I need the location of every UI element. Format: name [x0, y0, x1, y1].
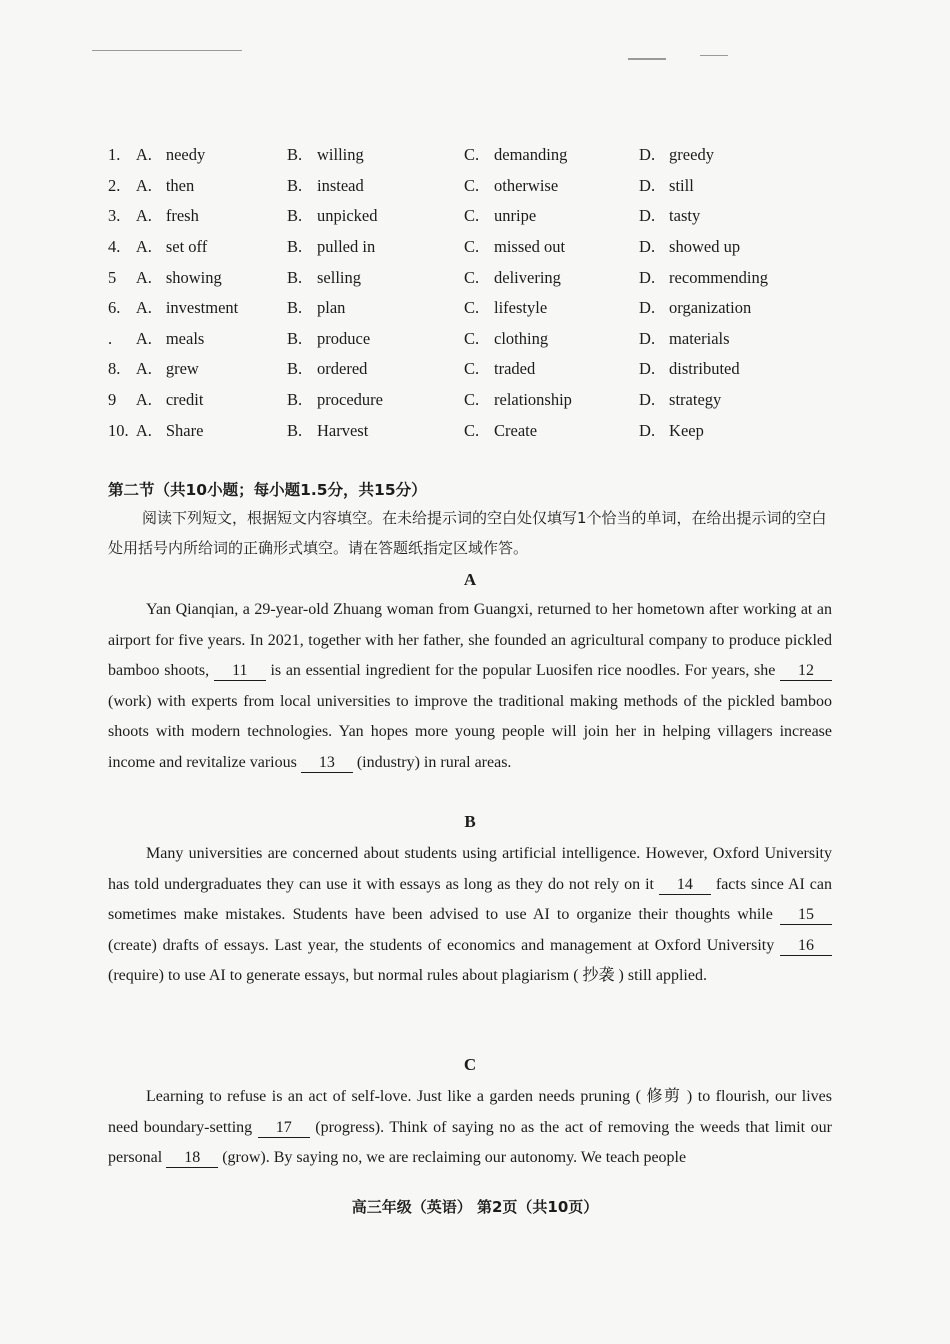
- option-letter: C.: [464, 298, 480, 318]
- option-c: [464, 359, 639, 379]
- question-number: 3.: [108, 206, 121, 226]
- option-word: instead: [317, 175, 364, 195]
- option-b: [287, 359, 464, 379]
- option-row: [108, 262, 828, 293]
- option-word: plan: [317, 298, 346, 318]
- option-row: [108, 293, 828, 324]
- passage-text: is an essential ingredient for the popular Luosifen rice noodles. For years, she: [265, 662, 780, 679]
- option-a: [136, 359, 287, 379]
- option-row: [108, 232, 828, 263]
- blank-11: 11: [214, 662, 266, 681]
- option-word: credit: [165, 390, 204, 410]
- option-c: [464, 421, 639, 441]
- option-word: delivering: [494, 267, 561, 287]
- option-letter: A.: [135, 206, 152, 226]
- option-letter: D.: [639, 328, 656, 348]
- question-number: 4.: [108, 237, 121, 257]
- option-letter: A.: [135, 145, 152, 165]
- question-number: 1.: [108, 145, 121, 165]
- option-word: investment: [165, 298, 239, 318]
- passage-text: (work) with experts from local universities to improve the traditional making methods of the pickled bamboo shoots with modern technologies. Yan hopes more young people will join her in helping villagers increase income and revitalize various: [108, 692, 832, 771]
- option-d: [639, 145, 828, 165]
- option-word: traded: [494, 359, 536, 379]
- option-c: [464, 237, 639, 257]
- answer-options-table: [108, 140, 828, 446]
- option-word: procedure: [317, 390, 383, 410]
- question-number: 2.: [108, 175, 121, 195]
- option-letter: B.: [287, 175, 303, 195]
- option-word: selling: [317, 267, 361, 287]
- option-word: set off: [165, 237, 208, 257]
- option-word: demanding: [494, 145, 568, 165]
- option-letter: C.: [464, 237, 480, 257]
- page-footer: 高三年级（英语） 第2页（共10页）: [351, 1198, 599, 1216]
- option-letter: A.: [135, 359, 152, 379]
- passage-text: Many universities are concerned about students using artificial intelligence. However, Oxford University has told undergraduates they can use it with essays as long as they do not rely on it: [108, 845, 832, 893]
- option-b: [287, 176, 464, 196]
- option-word: clothing: [494, 328, 549, 348]
- option-a: [136, 237, 287, 257]
- passage-b-text: [108, 839, 832, 992]
- option-word: distributed: [669, 359, 740, 379]
- option-letter: D.: [639, 298, 656, 318]
- option-b: [287, 268, 464, 288]
- scan-mark: [700, 55, 728, 56]
- option-d: [639, 421, 828, 441]
- option-row: [108, 415, 828, 446]
- passage-text: (progress). Think of saying no as the act of removing the weeds that limit our personal: [108, 1118, 833, 1166]
- section-instructions: 阅读下列短文，根据短文内容填空。在未给提示词的空白处仅填写1个恰当的单词，在给出提示词的空白处用括号内所给词的正确形式填空。请在答题纸指定区域作答。: [108, 509, 827, 557]
- option-word: materials: [669, 328, 730, 348]
- option-b: [287, 206, 464, 226]
- option-c: [464, 390, 639, 410]
- option-c: [464, 176, 639, 196]
- option-word: strategy: [669, 390, 722, 410]
- option-word: still: [669, 175, 694, 195]
- option-a: [136, 145, 287, 165]
- option-word: produce: [317, 328, 371, 348]
- option-letter: B.: [287, 328, 303, 348]
- blank-12: 12: [780, 662, 832, 681]
- passage-text: Yan Qianqian, a 29-year-old Zhuang woman from Guangxi, returned to her hometown after working at an airport for five years. In 2021, together with her father, she founded an agricultural company to produce pickled bamboo shoots,: [108, 601, 832, 679]
- option-d: [639, 268, 828, 288]
- option-word: Share: [165, 420, 204, 440]
- option-letter: C.: [464, 359, 480, 379]
- option-row: [108, 354, 828, 385]
- option-word: then: [165, 175, 195, 195]
- option-d: [639, 390, 828, 410]
- passage-c-text: [108, 1082, 832, 1174]
- option-letter: A.: [135, 390, 152, 410]
- option-letter: B.: [287, 237, 303, 257]
- option-row: [108, 385, 828, 416]
- option-letter: A.: [135, 420, 152, 440]
- question-number: 10.: [108, 420, 129, 440]
- option-letter: B.: [287, 145, 303, 165]
- option-c: [464, 329, 639, 349]
- passage-c-heading: C: [463, 1055, 477, 1074]
- option-b: [287, 421, 464, 441]
- option-word: Harvest: [317, 420, 369, 440]
- option-word: greedy: [669, 145, 714, 165]
- option-a: [136, 268, 287, 288]
- option-letter: C.: [464, 390, 480, 410]
- option-row: [108, 324, 828, 355]
- option-letter: C.: [464, 175, 480, 195]
- option-a: [136, 329, 287, 349]
- passage-text: (require) to use AI to generate essays, but normal rules about plagiarism ( 抄袭 ) still applied.: [108, 967, 707, 984]
- passage-text: (industry) in rural areas.: [352, 753, 512, 771]
- option-d: [639, 298, 828, 318]
- option-word: pulled in: [317, 237, 376, 257]
- option-a: [136, 298, 287, 318]
- option-letter: A.: [135, 267, 152, 287]
- option-letter: D.: [639, 390, 656, 410]
- question-number: 5: [108, 267, 117, 287]
- option-row: [108, 171, 828, 202]
- option-letter: D.: [639, 145, 656, 165]
- option-word: unripe: [494, 206, 537, 226]
- option-letter: D.: [639, 267, 656, 287]
- option-letter: D.: [639, 359, 656, 379]
- option-letter: B.: [287, 390, 303, 410]
- passage-text: Learning to refuse is an act of self-love. Just like a garden needs pruning ( 修剪 ) to flourish, our lives need boundary-setting: [108, 1088, 832, 1136]
- blank-14: 14: [659, 876, 711, 895]
- passage-a-text: [108, 595, 832, 778]
- option-d: [639, 359, 828, 379]
- blank-18: 18: [166, 1149, 218, 1168]
- option-d: [639, 176, 828, 196]
- option-letter: D.: [639, 175, 656, 195]
- option-b: [287, 329, 464, 349]
- option-b: [287, 237, 464, 257]
- option-letter: D.: [639, 206, 656, 226]
- option-letter: C.: [464, 145, 480, 165]
- option-letter: A.: [135, 175, 152, 195]
- option-letter: B.: [287, 298, 303, 318]
- option-word: Keep: [669, 420, 704, 440]
- option-c: [464, 145, 639, 165]
- section-title: 第二节（共10小题；每小题1.5分，共15分）: [108, 481, 427, 499]
- blank-15: 15: [780, 906, 832, 925]
- option-d: [639, 237, 828, 257]
- option-word: organization: [669, 298, 752, 318]
- option-word: fresh: [165, 206, 199, 226]
- option-word: showing: [165, 267, 222, 287]
- option-word: tasty: [669, 206, 701, 226]
- option-letter: B.: [287, 420, 303, 440]
- option-row: [108, 140, 828, 171]
- option-letter: C.: [464, 206, 480, 226]
- option-word: showed up: [669, 237, 741, 257]
- option-a: [136, 176, 287, 196]
- passage-a-heading: A: [463, 570, 477, 589]
- option-d: [639, 206, 828, 226]
- question-number: 8.: [108, 359, 121, 379]
- option-word: missed out: [494, 237, 566, 257]
- option-letter: C.: [464, 420, 480, 440]
- passage-text: facts since AI can sometimes make mistakes. Students have been advised to use AI to organize their thoughts while: [108, 875, 833, 923]
- option-a: [136, 390, 287, 410]
- option-word: ordered: [317, 359, 368, 379]
- option-letter: D.: [639, 237, 656, 257]
- option-word: meals: [165, 328, 205, 348]
- option-letter: D.: [639, 420, 656, 440]
- option-row: [108, 201, 828, 232]
- option-word: lifestyle: [494, 298, 548, 318]
- option-letter: A.: [135, 237, 152, 257]
- option-letter: B.: [287, 206, 303, 226]
- option-b: [287, 390, 464, 410]
- option-word: recommending: [669, 267, 769, 287]
- option-c: [464, 206, 639, 226]
- passage-text: (create) drafts of essays. Last year, the students of economics and management at Oxford University: [108, 936, 780, 954]
- option-b: [287, 298, 464, 318]
- passage-b-heading: B: [464, 812, 476, 831]
- question-number: 9: [108, 390, 117, 410]
- option-word: willing: [317, 145, 364, 165]
- option-d: [639, 329, 828, 349]
- option-word: needy: [165, 145, 206, 165]
- option-word: otherwise: [494, 175, 559, 195]
- option-word: grew: [165, 359, 199, 379]
- option-c: [464, 298, 639, 318]
- option-a: [136, 206, 287, 226]
- option-letter: C.: [464, 267, 480, 287]
- blank-16: 16: [780, 937, 832, 956]
- option-word: Create: [494, 420, 538, 440]
- option-c: [464, 268, 639, 288]
- option-b: [287, 145, 464, 165]
- blank-13: 13: [301, 754, 353, 773]
- scan-mark: [628, 58, 666, 60]
- scan-mark: [92, 50, 242, 51]
- option-word: unpicked: [317, 206, 378, 226]
- blank-17: 17: [258, 1119, 310, 1138]
- question-number: 6.: [108, 298, 121, 318]
- option-letter: A.: [135, 328, 152, 348]
- question-number: .: [108, 328, 113, 348]
- option-word: relationship: [494, 390, 572, 410]
- option-letter: B.: [287, 267, 303, 287]
- option-letter: B.: [287, 359, 303, 379]
- passage-text: (grow). By saying no, we are reclaiming our autonomy. We teach people: [218, 1149, 687, 1166]
- option-a: [136, 421, 287, 441]
- option-letter: C.: [464, 328, 480, 348]
- option-letter: A.: [135, 298, 152, 318]
